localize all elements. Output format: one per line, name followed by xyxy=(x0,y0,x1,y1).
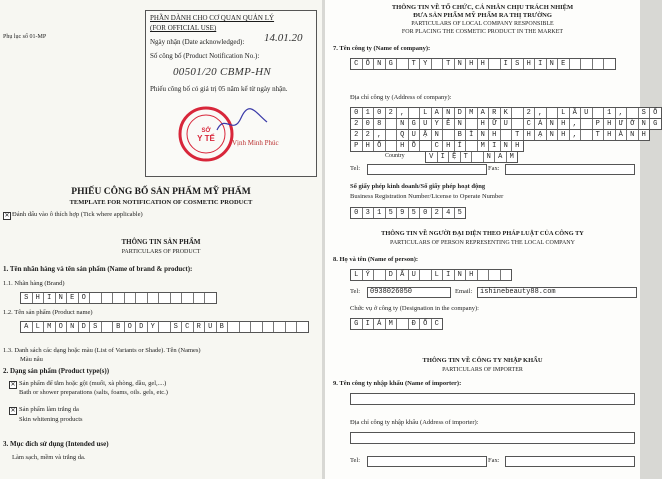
validity-note: Phiếu công bố có giá trị 05 năm kể từ ngày nhận. xyxy=(150,85,288,93)
char-cell: C xyxy=(351,59,363,69)
char-cell: H xyxy=(478,119,490,129)
form-title-en: TEMPLATE FOR NOTIFICATION OF COSMETIC PRODUCT xyxy=(69,199,253,206)
char-cell: G xyxy=(386,59,398,69)
char-cell: R xyxy=(194,322,206,332)
char-cell: N xyxy=(455,59,467,69)
char-cell xyxy=(581,130,593,140)
importer-address-label: Địa chỉ công ty nhập khẩu (Address of importer): xyxy=(350,419,479,426)
char-cell: Ờ xyxy=(627,119,639,129)
char-cell: N xyxy=(627,130,639,140)
char-cell: H xyxy=(489,130,501,140)
char-cell: , xyxy=(616,108,628,118)
char-cell: N xyxy=(455,270,467,280)
char-cell: U xyxy=(420,119,432,129)
char-cell: 0 xyxy=(374,108,386,118)
variants-value: Màu nâu xyxy=(20,356,43,363)
char-cell: Ư xyxy=(616,119,628,129)
char-cell: H xyxy=(466,59,478,69)
notification-number-value: 00501/20 CBMP-HN xyxy=(173,66,271,78)
char-cell xyxy=(489,270,501,280)
char-cell xyxy=(420,270,432,280)
char-cell: V xyxy=(426,152,438,162)
char-cell: S xyxy=(512,59,524,69)
char-cell: H xyxy=(558,119,570,129)
char-cell: M xyxy=(466,108,478,118)
char-cell: T xyxy=(461,152,473,162)
char-cell xyxy=(547,108,559,118)
char-cell: Ễ xyxy=(443,119,455,129)
char-cell: N xyxy=(397,119,409,129)
char-cell: L xyxy=(558,108,570,118)
tick-note: Đánh dấu vào ô thích hợp (Tick where applicable) xyxy=(12,211,143,218)
char-cell: N xyxy=(56,293,68,303)
char-cell: S xyxy=(21,293,33,303)
char-cell xyxy=(263,322,275,332)
char-cell: N xyxy=(432,130,444,140)
char-cell: Ố xyxy=(374,141,386,151)
importer-address-field xyxy=(350,432,635,444)
char-cell: , xyxy=(397,108,409,118)
person-tel-label: Tel: xyxy=(350,288,361,295)
char-cell: C xyxy=(434,320,439,328)
company-heading-1: THÔNG TIN VỀ TỔ CHỨC, CÁ NHÂN CHỊU TRÁCH NHIỆM xyxy=(391,4,574,11)
char-cell: 4 xyxy=(443,208,455,218)
char-cell: H xyxy=(604,119,616,129)
char-cell: U xyxy=(501,119,513,129)
company-name-cells xyxy=(350,58,616,70)
char-cell: O xyxy=(125,322,137,332)
char-cell: N xyxy=(484,152,496,162)
appendix-label: Phụ lục số 01-MP xyxy=(3,34,47,40)
char-cell: 5 xyxy=(386,208,398,218)
product-info-heading-en: PARTICULARS OF PRODUCT xyxy=(121,249,201,255)
char-cell: Á xyxy=(374,319,386,329)
char-cell: Ồ xyxy=(409,141,421,151)
char-cell: Đ xyxy=(409,319,421,329)
official-use-title: PHẦN DÀNH CHO CƠ QUAN QUẢN LÝ xyxy=(150,14,275,22)
char-cell: Ấ xyxy=(397,270,409,280)
char-cell xyxy=(194,293,206,303)
char-cell: P xyxy=(593,119,605,129)
char-cell: C xyxy=(432,141,444,151)
char-cell xyxy=(251,322,263,332)
char-cell: H xyxy=(363,141,375,151)
char-cell: M xyxy=(478,141,490,151)
char-cell xyxy=(240,322,252,332)
char-cell: , xyxy=(570,119,582,129)
date-acknowledged-label: Ngày nhận (Date acknowledged): xyxy=(150,38,245,46)
char-cell: 2 xyxy=(432,208,444,218)
char-cell xyxy=(125,293,137,303)
char-cell: Q xyxy=(397,130,409,140)
section-3-heading: 3. Mục đích sử dụng (Intended use) xyxy=(3,440,109,448)
char-cell xyxy=(148,293,160,303)
char-cell: H xyxy=(515,142,520,150)
char-cell xyxy=(512,108,524,118)
license-cells xyxy=(350,207,466,219)
char-cell xyxy=(159,322,171,332)
char-cell: R xyxy=(489,108,501,118)
char-cell: I xyxy=(363,319,375,329)
fax-field xyxy=(505,164,635,175)
char-cell: 8 xyxy=(374,119,386,129)
char-cell xyxy=(182,293,194,303)
left-page xyxy=(0,0,322,479)
email-value: ishinebeauty88.com xyxy=(477,287,637,298)
char-cell xyxy=(228,322,240,332)
char-cell: M xyxy=(44,322,56,332)
char-cell: À xyxy=(616,130,628,140)
char-cell xyxy=(432,59,444,69)
product-name-label: 1.2. Tên sản phẩm (Product name) xyxy=(3,309,93,316)
char-cell: G xyxy=(653,120,658,128)
char-cell: O xyxy=(79,293,91,303)
fax-label: Fax: xyxy=(488,165,500,172)
char-cell xyxy=(374,270,386,280)
email-label: Email: xyxy=(455,288,473,295)
char-cell: D xyxy=(79,322,91,332)
char-cell: Ạ xyxy=(535,130,547,140)
char-cell xyxy=(113,293,125,303)
char-cell: 0 xyxy=(351,208,363,218)
importer-tel-label: Tel: xyxy=(350,457,361,464)
char-cell: D xyxy=(386,270,398,280)
char-cell: I xyxy=(443,270,455,280)
char-cell: M xyxy=(386,319,398,329)
char-cell: N xyxy=(501,141,513,151)
char-cell: T xyxy=(409,59,421,69)
position-cells xyxy=(350,318,443,330)
char-cell: H xyxy=(466,270,478,280)
char-cell xyxy=(386,141,398,151)
char-cell: T xyxy=(593,130,605,140)
char-cell xyxy=(593,108,605,118)
char-cell xyxy=(171,293,183,303)
person-heading-en: PARTICULARS OF PERSON REPRESENTING THE LOCAL COMPANY xyxy=(390,240,575,246)
char-cell: Ệ xyxy=(449,152,461,162)
right-page xyxy=(325,0,658,479)
char-cell xyxy=(593,59,605,69)
char-cell xyxy=(102,293,114,303)
char-cell: P xyxy=(351,141,363,151)
char-cell: L xyxy=(432,270,444,280)
date-acknowledged-value: 14.01.20 xyxy=(264,32,303,44)
char-cell: D xyxy=(136,322,148,332)
company-address-label: Địa chỉ công ty (Address of company): xyxy=(350,94,452,101)
svg-text:SỞ: SỞ xyxy=(201,128,211,134)
char-cell xyxy=(397,59,409,69)
char-cell: N xyxy=(547,130,559,140)
char-cell xyxy=(627,108,639,118)
char-cell: 0 xyxy=(420,208,432,218)
position-label: Chức vụ ở công ty (Designation in the company): xyxy=(350,305,479,312)
char-cell xyxy=(386,119,398,129)
char-cell: A xyxy=(432,108,444,118)
char-cell: H xyxy=(524,59,536,69)
company-heading-4: FOR PLACING THE COSMETIC PRODUCT IN THE MARKET xyxy=(401,29,564,35)
official-use-subtitle: (FOR OFFICIAL USE) xyxy=(150,24,217,32)
importer-fax-label: Fax: xyxy=(488,457,500,464)
char-cell: O xyxy=(56,322,68,332)
char-cell xyxy=(466,119,478,129)
char-cell: N xyxy=(639,119,651,129)
char-cell: S xyxy=(90,322,102,332)
char-cell xyxy=(397,319,409,329)
char-cell: 9 xyxy=(397,208,409,218)
char-cell: Y xyxy=(432,119,444,129)
person-tel-value: 0938026050 xyxy=(367,287,451,298)
char-cell: Í xyxy=(455,141,467,151)
section-1-heading: 1. Tên nhãn hàng và tên sản phẩm (Name of brand & product): xyxy=(3,265,193,273)
char-cell: 2 xyxy=(351,130,363,140)
license-label-vi: Số giấy phép kinh doanh/Số giấy phép hoạt động xyxy=(350,183,486,190)
char-cell: Ố xyxy=(420,319,432,329)
checkbox-bath-icon: ✕ xyxy=(10,382,16,388)
char-cell xyxy=(286,322,298,332)
char-cell: 1 xyxy=(374,208,386,218)
char-cell: H xyxy=(443,141,455,151)
char-cell: Y xyxy=(420,59,432,69)
char-cell: B xyxy=(113,322,125,332)
char-cell: B xyxy=(455,130,467,140)
checkbox-whitening-icon: ✕ xyxy=(10,408,16,414)
char-cell: Ì xyxy=(466,130,478,140)
char-cell: 3 xyxy=(363,208,375,218)
char-cell: I xyxy=(535,59,547,69)
person-name-label: 8. Họ và tên (Name of person): xyxy=(333,256,419,263)
char-cell xyxy=(581,59,593,69)
importer-name-field xyxy=(350,393,635,405)
importer-heading-en: PARTICULARS OF IMPORTER xyxy=(442,367,523,373)
char-cell xyxy=(297,322,308,332)
char-cell: N xyxy=(374,59,386,69)
char-cell: U xyxy=(409,270,421,280)
char-cell: I xyxy=(501,59,513,69)
char-cell: L xyxy=(33,322,45,332)
char-cell xyxy=(489,59,501,69)
char-cell: 0 xyxy=(363,119,375,129)
char-cell xyxy=(604,59,615,69)
char-cell: C xyxy=(524,119,536,129)
country-label: Country xyxy=(385,153,405,159)
char-cell: N xyxy=(547,119,559,129)
char-cell: I xyxy=(44,293,56,303)
char-cell: Ả xyxy=(535,119,547,129)
char-cell: N xyxy=(455,119,467,129)
char-cell xyxy=(501,130,513,140)
char-cell: H xyxy=(604,130,616,140)
char-cell: T xyxy=(512,130,524,140)
char-cell xyxy=(472,152,484,162)
company-heading-2: ĐƯA SẢN PHẨM MỸ PHẨM RA THỊ TRƯỜNG xyxy=(413,12,552,19)
type-whitening-vi: Sản phẩm làm trắng da xyxy=(19,406,79,413)
char-cell: E xyxy=(67,293,79,303)
char-cell: 1 xyxy=(363,108,375,118)
char-cell: H xyxy=(641,131,646,139)
intended-use-value: Làm sạch, mềm và trắng da. xyxy=(12,454,86,461)
char-cell: Ữ xyxy=(489,119,501,129)
char-cell: A xyxy=(495,152,507,162)
char-cell xyxy=(102,322,114,332)
char-cell: N xyxy=(67,322,79,332)
brand-label: 1.1. Nhãn hàng (Brand) xyxy=(3,280,65,287)
char-cell: Ầ xyxy=(570,108,582,118)
importer-name-label: 9. Tên công ty nhập khẩu (Name of importer): xyxy=(333,380,462,387)
char-cell: Ô xyxy=(363,59,375,69)
char-cell xyxy=(409,108,421,118)
char-cell: I xyxy=(489,141,501,151)
importer-tel-field xyxy=(367,456,487,467)
char-cell: G xyxy=(351,319,363,329)
char-cell: 2 xyxy=(386,108,398,118)
char-cell: G xyxy=(409,119,421,129)
char-cell xyxy=(478,270,490,280)
char-cell: I xyxy=(438,152,450,162)
char-cell: C xyxy=(182,322,194,332)
char-cell: , xyxy=(374,130,386,140)
char-cell xyxy=(205,293,216,303)
char-cell xyxy=(466,141,478,151)
char-cell: S xyxy=(639,108,651,118)
signature-icon xyxy=(215,108,270,138)
char-cell xyxy=(136,293,148,303)
char-cell: N xyxy=(478,130,490,140)
char-cell: N xyxy=(443,108,455,118)
signer-name: Vịnh Minh Phúc xyxy=(232,139,279,147)
char-cell: H xyxy=(33,293,45,303)
char-cell: E xyxy=(558,59,570,69)
person-heading-vi: THÔNG TIN VỀ NGƯỜI ĐẠI DIỆN THEO PHÁP LUẬT CỦA CÔNG TY xyxy=(381,230,584,237)
char-cell xyxy=(420,141,432,151)
svg-text:Y TẾ: Y TẾ xyxy=(197,134,215,143)
char-cell xyxy=(90,293,102,303)
char-cell: U xyxy=(581,108,593,118)
char-cell xyxy=(512,119,524,129)
company-heading-3: PARTICULARS OF LOCAL COMPANY RESPONSIBLE xyxy=(411,21,554,27)
tel-field xyxy=(367,164,487,175)
type-whitening-en: Skin whitening products xyxy=(19,416,83,423)
tel-label: Tel: xyxy=(350,165,361,172)
char-cell xyxy=(386,130,398,140)
type-bath-vi: Sản phẩm để tắm hoặc gội (muối, xà phòng, dầu, gel,....) xyxy=(19,380,167,387)
char-cell xyxy=(159,293,171,303)
char-cell xyxy=(501,270,512,280)
char-cell: M xyxy=(509,153,514,161)
importer-heading-vi: THÔNG TIN VỀ CÔNG TY NHẬP KHẨU xyxy=(422,357,543,364)
product-info-heading-vi: THÔNG TIN SẢN PHẨM xyxy=(121,238,201,246)
char-cell: K xyxy=(501,108,513,118)
char-cell xyxy=(570,59,582,69)
brand-cells xyxy=(20,292,217,304)
char-cell: U xyxy=(409,130,421,140)
char-cell: D xyxy=(455,108,467,118)
char-cell xyxy=(274,322,286,332)
char-cell xyxy=(443,130,455,140)
notification-number-label: Số công bố (Product Notification No.): xyxy=(150,52,260,60)
char-cell: 2 xyxy=(524,108,536,118)
char-cell: L xyxy=(351,270,363,280)
char-cell: 2 xyxy=(351,119,363,129)
char-cell: 1 xyxy=(604,108,616,118)
char-cell: Ý xyxy=(363,270,375,280)
char-cell: Ố xyxy=(653,109,658,117)
char-cell: Ậ xyxy=(420,130,432,140)
char-cell: 0 xyxy=(351,108,363,118)
char-cell: A xyxy=(21,322,33,332)
variants-label: 1.3. Danh sách các dạng hoặc màu (List of Variants or Shade). Tên (Names) xyxy=(3,347,201,354)
person-name-cells xyxy=(350,269,512,281)
char-cell: T xyxy=(443,59,455,69)
char-cell: H xyxy=(558,130,570,140)
char-cell: A xyxy=(478,108,490,118)
char-cell: H xyxy=(397,141,409,151)
char-cell: , xyxy=(535,108,547,118)
char-cell: B xyxy=(217,322,229,332)
char-cell: 2 xyxy=(363,130,375,140)
char-cell: N xyxy=(547,59,559,69)
country-cells xyxy=(425,151,518,163)
license-label-en: Business Registration Number/License to Operate Number xyxy=(350,193,504,200)
product-name-cells xyxy=(20,321,309,333)
form-title-vi: PHIẾU CÔNG BỐ SẢN PHẨM MỸ PHẨM xyxy=(71,187,251,197)
char-cell xyxy=(581,119,593,129)
char-cell: , xyxy=(570,130,582,140)
char-cell: L xyxy=(420,108,432,118)
char-cell: 5 xyxy=(409,208,421,218)
company-name-label: 7. Tên công ty (Name of company): xyxy=(333,45,431,52)
char-cell: H xyxy=(524,130,536,140)
char-cell: Y xyxy=(148,322,160,332)
char-cell: H xyxy=(478,59,490,69)
char-cell: U xyxy=(205,322,217,332)
char-cell: 5 xyxy=(457,209,462,217)
section-2-heading: 2. Dạng sản phẩm (Product type(s)) xyxy=(3,367,110,375)
type-bath-en: Bath or shower preparations (salts, foams, oils. gels, etc.) xyxy=(19,389,168,396)
tick-box-icon: ✕ xyxy=(4,213,10,219)
importer-fax-field xyxy=(505,456,635,467)
char-cell: S xyxy=(171,322,183,332)
